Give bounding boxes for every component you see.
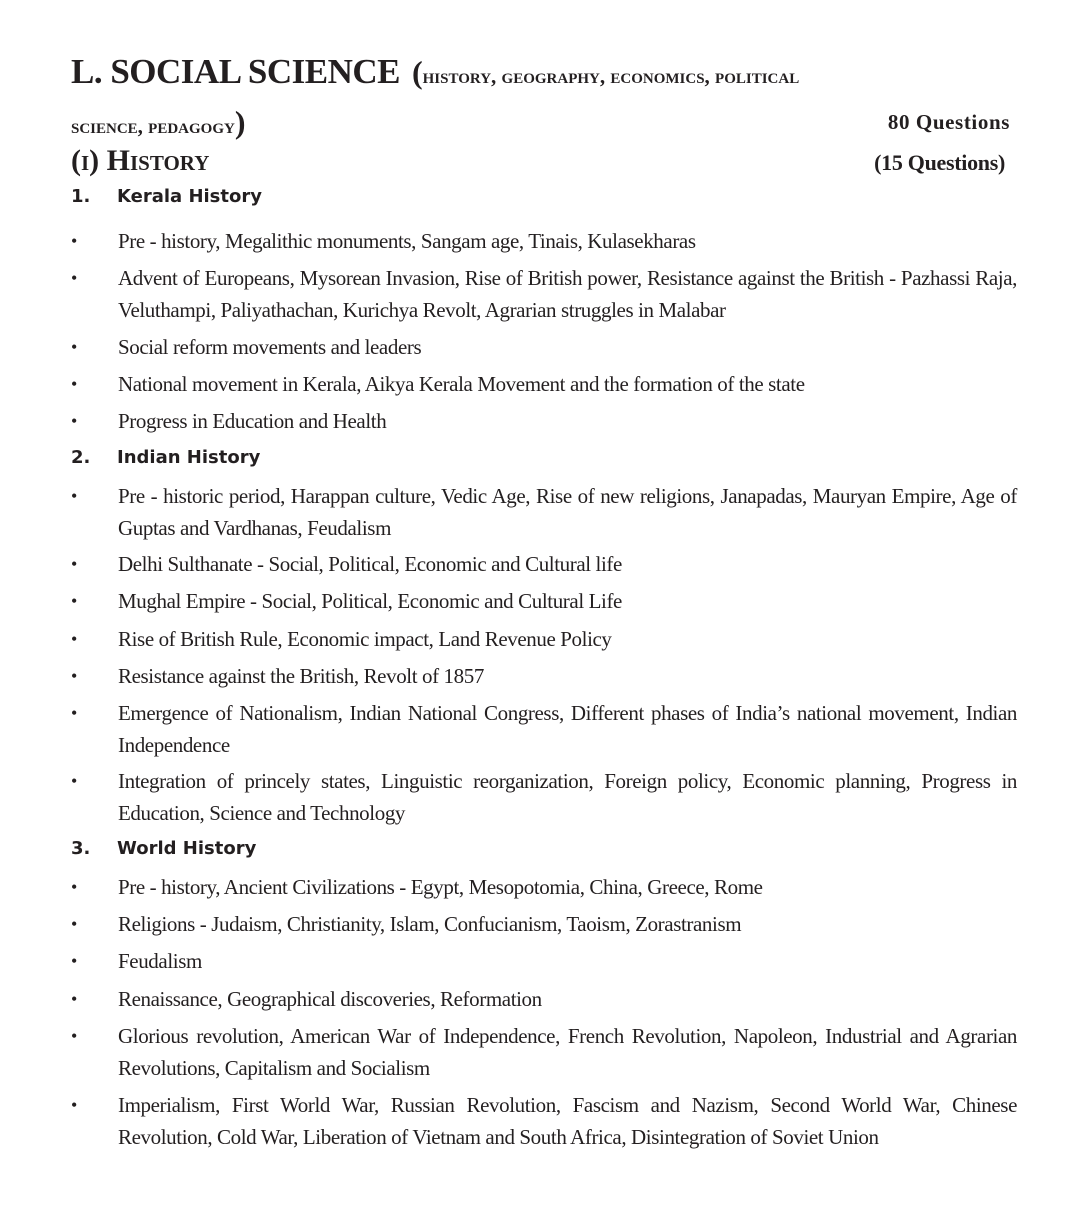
bullet-icon: • xyxy=(71,374,78,394)
bullet-icon: • xyxy=(71,337,78,357)
list-item: • Pre - historic period, Harappan culture, Vedic Age, Rise of new religions, Janapadas, Mauryan Empire, Age of Guptas and Vardhanas, Feudalism xyxy=(71,481,1017,544)
bullet-icon: • xyxy=(71,771,78,791)
list-item: • Renaissance, Geographical discoveries, Reformation xyxy=(71,984,1017,1016)
title-subjects-line1: (history, geography, economics, political xyxy=(411,54,800,90)
title-main: L. SOCIAL SCIENCE xyxy=(71,52,400,91)
bullet-icon: • xyxy=(71,1026,78,1046)
bullet-icon: • xyxy=(71,951,78,971)
bullet-icon: • xyxy=(71,486,78,506)
bullet-icon: • xyxy=(71,989,78,1009)
section-label: (i) History xyxy=(71,144,210,177)
list-item: • Mughal Empire - Social, Political, Economic and Cultural Life xyxy=(71,586,1017,618)
list-item: • National movement in Kerala, Aikya Kerala Movement and the formation of the state xyxy=(71,369,1017,401)
bullet-icon: • xyxy=(71,1095,78,1115)
document-title xyxy=(71,52,1017,96)
bullet-icon: • xyxy=(71,914,78,934)
list-item: • Pre - history, Megalithic monuments, Sangam age, Tinais, Kulasekharas xyxy=(71,226,1017,258)
list-item: • Glorious revolution, American War of Independence, French Revolution, Napoleon, Industrial and Agrarian Revolutions, Capitalism and Socialism xyxy=(71,1021,1017,1084)
topic-heading: 1. Kerala History xyxy=(71,186,262,207)
list-item: • Feudalism xyxy=(71,946,1017,978)
list-item: • Emergence of Nationalism, Indian National Congress, Different phases of India’s national movement, Indian Independence xyxy=(71,698,1017,761)
bullet-icon: • xyxy=(71,231,78,251)
bullet-icon: • xyxy=(71,411,78,431)
bullet-icon: • xyxy=(71,877,78,897)
bullet-icon: • xyxy=(71,703,78,723)
topic-heading: 3. World History xyxy=(71,838,257,859)
list-item: • Rise of British Rule, Economic impact, Land Revenue Policy xyxy=(71,624,1017,656)
bullet-icon: • xyxy=(71,554,78,574)
list-item: • Imperialism, First World War, Russian Revolution, Fascism and Nazism, Second World War, Chinese Revolution, Cold War, Liberation of Vietnam and South Africa, Disintegration of Soviet Union xyxy=(71,1090,1017,1153)
document-title-line2 xyxy=(71,104,1017,140)
list-item: • Integration of princely states, Linguistic reorganization, Foreign policy, Economic planning, Progress in Education, Science and Technology xyxy=(71,766,1017,829)
bullet-icon: • xyxy=(71,629,78,649)
bullet-icon: • xyxy=(71,666,78,686)
title-subjects-line2: science, pedagogy) xyxy=(71,104,246,140)
topic-heading: 2. Indian History xyxy=(71,447,261,468)
list-item: • Advent of Europeans, Mysorean Invasion, Rise of British power, Resistance against the British - Pazhassi Raja, Veluthampi, Paliyathachan, Kurichya Revolt, Agrarian struggles in Malabar xyxy=(71,263,1017,326)
list-item: • Resistance against the British, Revolt of 1857 xyxy=(71,661,1017,693)
list-item: • Progress in Education and Health xyxy=(71,406,1017,438)
list-item: • Pre - history, Ancient Civilizations - Egypt, Mesopotomia, China, Greece, Rome xyxy=(71,872,1017,904)
section-heading xyxy=(71,144,1017,184)
bullet-icon: • xyxy=(71,268,78,288)
list-item: • Delhi Sulthanate - Social, Political, Economic and Cultural life xyxy=(71,549,1017,581)
bullet-icon: • xyxy=(71,591,78,611)
section-question-count: (15 Questions) xyxy=(874,150,1005,175)
list-item: • Religions - Judaism, Christianity, Islam, Confucianism, Taoism, Zorastranism xyxy=(71,909,1017,941)
total-questions: 80 Questions xyxy=(887,110,1010,134)
list-item: • Social reform movements and leaders xyxy=(71,332,1017,364)
